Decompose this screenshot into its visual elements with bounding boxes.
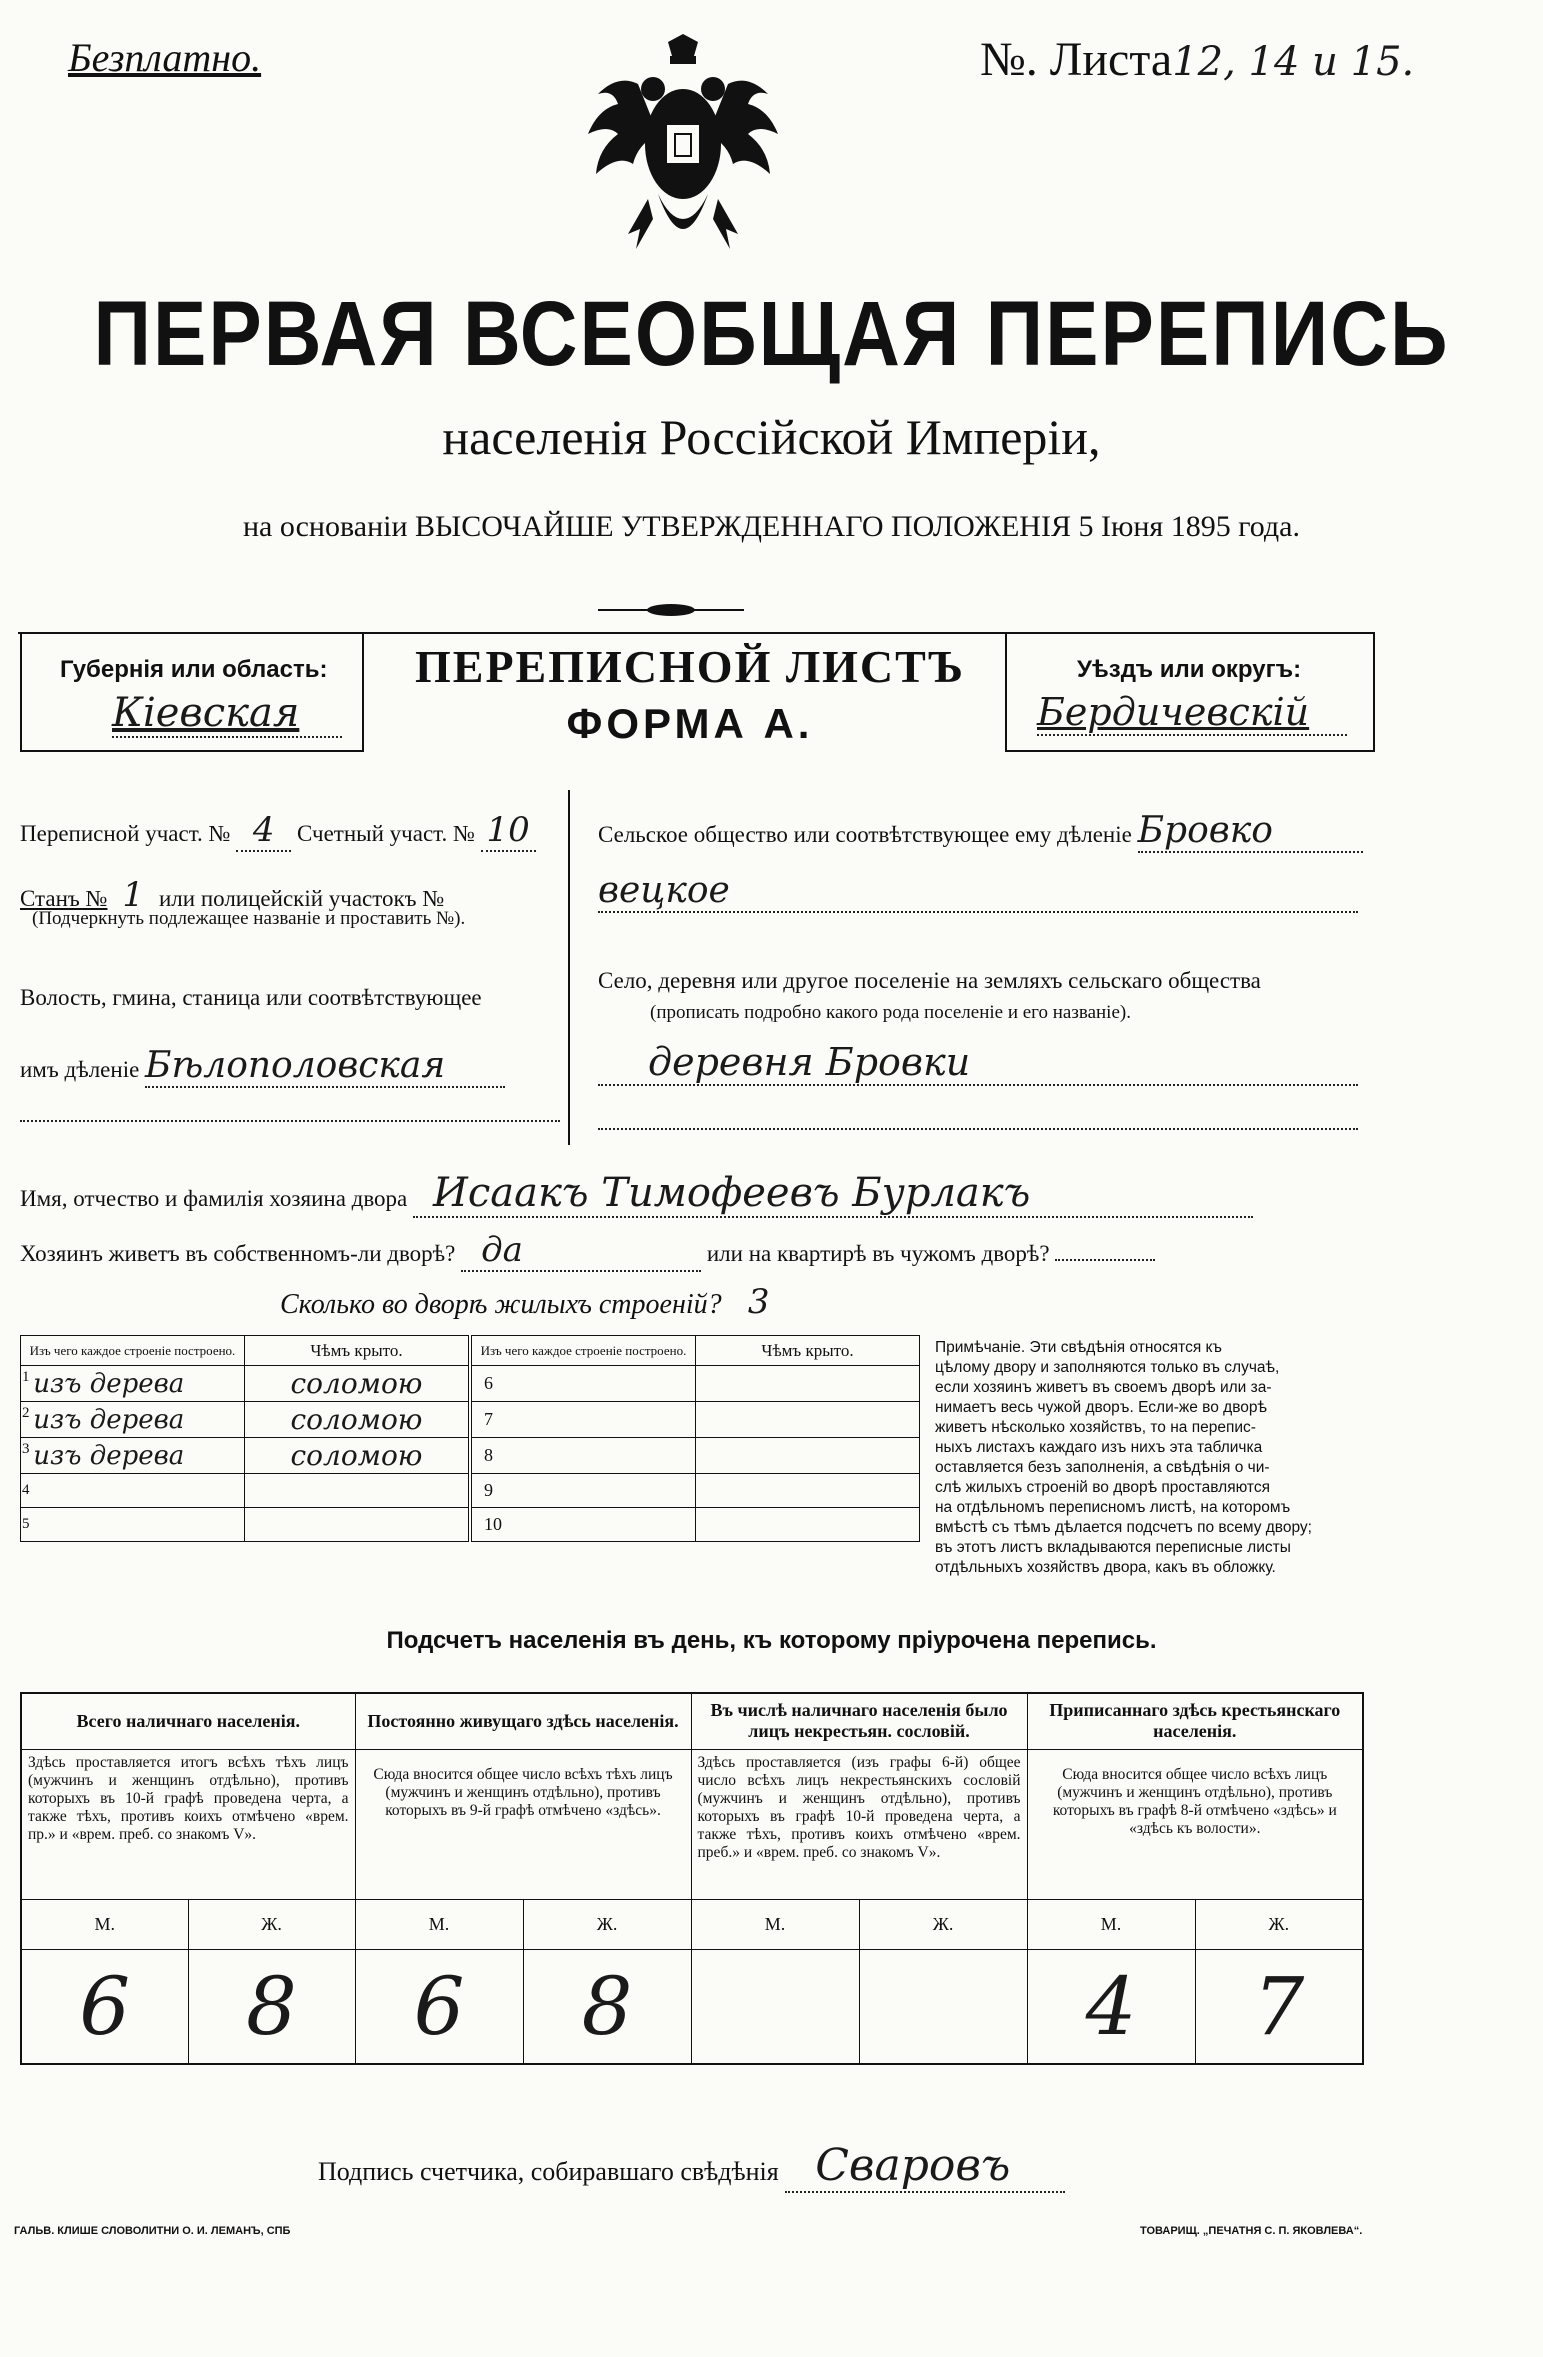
buildings-table <box>20 1335 920 1542</box>
volost-value: Бѣлополовская <box>145 1045 505 1088</box>
population-values-row <box>21 1949 1363 2064</box>
non-peasant-title: Въ числѣ наличнаго населенія было лицъ некрестьян. сословій. <box>691 1693 1027 1749</box>
material-cell: 5 <box>21 1508 245 1542</box>
society-row <box>598 810 1363 853</box>
police-label: или полицейскій участокъ № <box>158 886 445 911</box>
subtitle: населенія Россійской Имперіи, <box>442 409 1101 465</box>
male-label: М. <box>21 1899 188 1949</box>
note-line: Примѣчаніе. Эти свѣдѣнія относятся къ <box>935 1339 1222 1356</box>
buildings-row <box>280 1282 789 1322</box>
row-number: 8 <box>470 1438 696 1474</box>
material-cell: 1 изъ дерева <box>21 1366 245 1402</box>
owner-row <box>20 1170 1253 1218</box>
female-label: Ж. <box>523 1899 691 1949</box>
roof-cell: соломою <box>244 1438 470 1474</box>
free-label: Безплатно. <box>68 35 262 80</box>
sheet-number <box>980 32 1414 87</box>
sheet-number-value: 12, 14 и 15. <box>1172 39 1415 85</box>
note-line: отдѣльныхъ хозяйствъ двора, какъ въ обложку. <box>935 1559 1276 1576</box>
male-label: М. <box>1027 1899 1195 1949</box>
note-line: живетъ нѣсколько хозяйствъ, то на перепис- <box>935 1419 1256 1436</box>
gubernia-label: Губернія или область: <box>60 656 328 683</box>
material-header-right: Изъ чего каждое строеніе построено. <box>470 1336 696 1366</box>
table-row <box>21 1508 920 1542</box>
footer-left: ГАЛЬВ. КЛИШЕ СЛОВОЛИТНИ О. И. ЛЕМАНЪ, СПБ <box>14 2225 291 2237</box>
permanent-female-value: 8 <box>523 1949 691 2064</box>
note-line: нимаетъ весь чужой дворъ. Если-же во дворѣ <box>935 1399 1268 1416</box>
material-cell: 2 изъ дерева <box>21 1402 245 1438</box>
female-label: Ж. <box>1195 1899 1363 1949</box>
roof-cell <box>696 1474 920 1508</box>
permanent-population-title: Постоянно живущаго здѣсь населенія. <box>355 1693 691 1749</box>
main-title: ПЕРВАЯ ВСЕОБЩАЯ ПЕРЕПИСЬ <box>93 282 1450 385</box>
uezd-label: Уѣздъ или округъ: <box>1077 656 1302 683</box>
registered-peasant-title: Приписаннаго здѣсь крестьянскаго населенія. <box>1027 1693 1363 1749</box>
roof-cell: соломою <box>244 1402 470 1438</box>
village-note: (прописать подробно какого рода поселеніе и его названіе). <box>650 1002 1131 1023</box>
volost-label: Волость, гмина, станица или соотвѣтствующее <box>20 985 482 1010</box>
own-yard-label: Хозяинъ живетъ въ собственномъ-ли дворѣ? <box>20 1241 456 1266</box>
population-desc-row <box>21 1749 1363 1899</box>
middle-divider <box>568 790 570 1145</box>
signature-value: Сваровъ <box>785 2140 1065 2193</box>
note-block <box>935 1338 1375 1578</box>
non-peasant-female-value <box>859 1949 1027 2064</box>
population-table <box>20 1692 1364 2065</box>
census-section-label: Переписной участ. № <box>20 821 231 846</box>
roof-header: Чѣмъ крыто. <box>244 1336 470 1366</box>
census-section-row <box>20 810 536 852</box>
table-row <box>21 1438 920 1474</box>
total-female-value: 8 <box>188 1949 355 2064</box>
note-line: вмѣстѣ съ тѣмъ дѣлается подсчетъ по всему двору; <box>935 1519 1312 1536</box>
buildings-label: Сколько во дворѣ жилыхъ строеній? <box>280 1289 722 1320</box>
roof-cell <box>696 1508 920 1542</box>
registered-female-value: 7 <box>1195 1949 1363 2064</box>
non-peasant-desc: Здѣсь проставляется (изъ графы 6-й) общее число всѣхъ лицъ некрестьянскихъ сословій (мужчинъ и женщинъ отдѣльно), противъ которыхъ въ графѣ 10-й проведена черта, а также тѣхъ, противъ коихъ отмѣчено «врем. преб.» и «врем. преб. со знакомъ V». <box>691 1749 1027 1899</box>
table-row <box>21 1366 920 1402</box>
rent-value <box>1055 1259 1155 1261</box>
permanent-population-desc: Сюда вносится общее число всѣхъ тѣхъ лицъ (мужчинъ и женщинъ отдѣльно), противъ которыхъ въ 9-й графѣ отмѣчено «здѣсь». <box>355 1749 691 1899</box>
basis-line: на основаніи ВЫСОЧАЙШЕ УТВЕРЖДЕННАГО ПОЛОЖЕНІЯ 5 Іюня 1895 года. <box>243 510 1300 543</box>
owner-name-label: Имя, отчество и фамилія хозяина двора <box>20 1186 408 1211</box>
stan-value: 1 <box>122 875 145 915</box>
form-subtitle: ФОРМА А. <box>566 700 814 747</box>
total-population-title: Всего наличнаго населенія. <box>21 1693 355 1749</box>
total-population-desc: Здѣсь проставляется итогъ всѣхъ тѣхъ лицъ (мужчинъ и женщинъ отдѣльно), противъ которыхъ въ 10-й графѣ проведена черта, а также тѣхъ, противъ коихъ отмѣчено «врем. пр.» и «врем. преб. со знакомъ V». <box>21 1749 355 1899</box>
registered-peasant-desc: Сюда вносится общее число всѣхъ лицъ (мужчинъ и женщинъ отдѣльно), противъ которыхъ въ графѣ 8-й отмѣчено «здѣсь» и «здѣсь къ волости». <box>1027 1749 1363 1899</box>
total-male-value: 6 <box>21 1949 188 2064</box>
count-section-label: Счетный участ. № <box>296 821 475 846</box>
buildings-value: 3 <box>747 1282 770 1322</box>
roof-cell <box>244 1474 470 1508</box>
table-row <box>21 1402 920 1438</box>
roof-cell: соломою <box>244 1366 470 1402</box>
note-line: слѣ жилыхъ строеній во дворѣ проставляются <box>935 1479 1270 1496</box>
population-title-row <box>21 1693 1363 1749</box>
roof-cell <box>696 1402 920 1438</box>
row-number: 6 <box>470 1366 696 1402</box>
society-value: Бровко <box>1138 810 1363 853</box>
footer-right: ТОВАРИЩ. „ПЕЧАТНЯ С. П. ЯКОВЛЕВА“. <box>1140 2225 1363 2237</box>
ornament-divider <box>598 603 744 617</box>
note-line: на отдѣльномъ переписномъ листѣ, на которомъ <box>935 1499 1291 1516</box>
signature-label: Подпись счетчика, собиравшаго свѣдѣнія <box>318 2157 779 2186</box>
count-section-value: 10 <box>481 810 536 852</box>
row-number: 9 <box>470 1474 696 1508</box>
note-line: цѣлому двору и заполняются только въ случаѣ, <box>935 1359 1280 1376</box>
right-bottom-rule <box>598 1128 1358 1130</box>
note-line: если хозяинъ живетъ въ своемъ дворѣ или за- <box>935 1379 1272 1396</box>
gubernia-box <box>20 632 364 752</box>
non-peasant-male-value <box>691 1949 859 2064</box>
note-line: въ этотъ листъ вкладываются переписные листы <box>935 1539 1291 1556</box>
male-label: М. <box>691 1899 859 1949</box>
table-row <box>21 1474 920 1508</box>
sheet-number-label: №. Листа <box>980 33 1173 86</box>
gubernia-value: Кіевская <box>112 690 342 738</box>
volost-label-2: имъ дѣленіе <box>20 1057 140 1082</box>
row-number: 10 <box>470 1508 696 1542</box>
imperial-eagle-emblem <box>578 34 788 264</box>
own-yard-value: да <box>461 1230 701 1272</box>
uezd-box <box>1005 632 1375 752</box>
registered-male-value: 4 <box>1027 1949 1195 2064</box>
owner-name-value: Исаакъ Тимофеевъ Бурлакъ <box>413 1170 1253 1218</box>
volost-row <box>20 1045 505 1088</box>
roof-cell <box>244 1508 470 1542</box>
roof-cell <box>696 1438 920 1474</box>
census-section-value: 4 <box>236 810 291 852</box>
roof-cell <box>696 1366 920 1402</box>
male-label: М. <box>355 1899 523 1949</box>
female-label: Ж. <box>859 1899 1027 1949</box>
police-note: (Подчеркнуть подлежащее названіе и проставить №). <box>32 908 466 929</box>
female-label: Ж. <box>188 1899 355 1949</box>
left-bottom-rule <box>20 1120 560 1122</box>
signature-row <box>318 2140 1065 2193</box>
rent-label: или на квартирѣ въ чужомъ дворѣ? <box>706 1241 1050 1266</box>
stan-label: Станъ № <box>20 886 108 911</box>
society-value-continued: вецкое <box>598 870 1358 913</box>
note-line: оставляется безъ заполненія, а свѣдѣнія о чи- <box>935 1459 1270 1476</box>
own-yard-row <box>20 1230 1155 1272</box>
society-label: Сельское общество или соотвѣтствующее ему дѣленіе <box>598 822 1132 847</box>
population-heading: Подсчетъ населенія въ день, къ которому пріурочена перепись. <box>386 1627 1157 1654</box>
roof-header-right: Чѣмъ крыто. <box>696 1336 920 1366</box>
village-value: деревня Бровки <box>598 1040 1358 1086</box>
form-title: ПЕРЕПИСНОЙ ЛИСТЪ <box>414 641 966 692</box>
population-sex-row <box>21 1899 1363 1949</box>
row-number: 7 <box>470 1402 696 1438</box>
material-cell: 4 <box>21 1474 245 1508</box>
uezd-value: Бердичевскій <box>1037 690 1347 736</box>
material-cell: 3 изъ дерева <box>21 1438 245 1474</box>
note-line: ныхъ листахъ каждаго изъ нихъ эта табличка <box>935 1439 1263 1456</box>
permanent-male-value: 6 <box>355 1949 523 2064</box>
village-label: Село, деревня или другое поселеніе на земляхъ сельскаго общества <box>598 968 1261 993</box>
material-header: Изъ чего каждое строеніе построено. <box>21 1336 245 1366</box>
